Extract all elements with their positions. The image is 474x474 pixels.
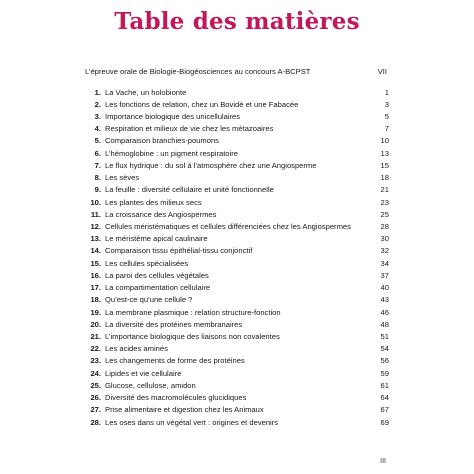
toc-entry[interactable] [85,135,389,147]
toc-entry-label: La membrane plasmique : relation structure-fonction [105,307,281,317]
toc-entry[interactable] [85,220,389,232]
toc-entry[interactable] [85,159,389,171]
toc-entry-label: Lipides et vie cellulaire [105,368,182,378]
toc-entry-label: La croissance des Angiospermes [105,209,217,219]
toc-intro-entry[interactable] [85,67,387,76]
toc-entry-label: Comparaison tissu épithélial-tissu conjonctif [105,246,253,256]
toc-entry-page: 18 [380,173,389,183]
toc-entry-number: 18. [90,295,101,305]
toc-entry-number: 1. [94,87,101,97]
toc-entry[interactable] [85,391,389,403]
toc-entry-page: 67 [380,405,389,415]
toc-entry[interactable] [85,355,389,367]
toc-entry[interactable] [85,233,389,245]
toc-entry[interactable] [85,172,389,184]
toc-entry-number: 27. [90,405,101,415]
toc-entry-number: 5. [94,136,101,146]
toc-entry-page: 25 [380,209,389,219]
toc-entry-number: 21. [90,331,101,341]
toc-entry-page: 61 [380,380,389,390]
toc-entry-label: Cellules méristématiques et cellules différenciées chez les Angiospermes [105,222,351,232]
toc-entry-page: 46 [380,307,389,317]
toc-entry-label: L’importance biologique des liaisons non covalentes [105,331,280,341]
toc-entry-label: Le flux hydrique : du sol à l’atmosphère chez une Angiosperme [105,160,317,170]
toc-entry-number: 6. [94,148,101,158]
toc-entry-label: Comparaison branchies-poumons [105,136,219,146]
toc-entry-page: 30 [380,234,389,244]
toc-entry-number: 9. [94,185,101,195]
toc-entry-label: Les cellules spécialisées [105,258,189,268]
toc-entry[interactable] [85,379,389,391]
toc-entry-number: 10. [90,197,101,207]
toc-entry[interactable] [85,294,389,306]
toc-entry-number: 15. [90,258,101,268]
toc-entry-number: 13. [90,234,101,244]
toc-entry-number: 12. [90,222,101,232]
toc-entry-label: La paroi des cellules végétales [105,270,209,280]
toc-entry-number: 2. [94,99,101,109]
toc-entry-label: Respiration et milieux de vie chez les métazoaires [105,124,274,134]
toc-entry-page: 64 [380,393,389,403]
toc-entry-page: 15 [380,160,389,170]
toc-entry-label: Les acides aminés [105,344,168,354]
toc-entry[interactable] [85,98,389,110]
toc-entry-number: 20. [90,319,101,329]
toc-entry-number: 25. [90,380,101,390]
toc-entry-number: 23. [90,356,101,366]
toc-entry-label: Importance biologique des unicellulaires [105,112,241,122]
toc-entry[interactable] [85,367,389,379]
toc-entry-page: 7 [384,124,389,134]
toc-entry-page: 28 [380,222,389,232]
toc-entry-page: 59 [380,368,389,378]
toc-entry-page: 21 [380,185,389,195]
toc-entry-page: 40 [380,283,389,293]
toc-entry[interactable] [85,147,389,159]
toc-entry[interactable] [85,282,389,294]
toc-entry-number: 14. [90,246,101,256]
toc-entry-label: Les oses dans un végétal vert : origines et devenirs [105,417,279,427]
toc-entry-page: 43 [380,295,389,305]
toc-entry[interactable] [85,318,389,330]
toc-entry-number: 26. [90,393,101,403]
page-folio: III [380,458,386,465]
toc-entry-label: La feuille : diversité cellulaire et unité fonctionnelle [105,185,274,195]
toc-entry-label: Les fonctions de relation, chez un Bovidé et une Fabacée [105,99,299,109]
toc-entry-label: L’hémoglobine : un pigment respiratoire [105,148,238,158]
toc-entry[interactable] [85,330,389,342]
toc-entry[interactable] [85,123,389,135]
toc-entry-label: La compartimentation cellulaire [105,283,211,293]
toc-entry-label: La Vache, un holobionte [105,87,187,97]
toc-entry-number: 22. [90,344,101,354]
toc-entry-page: 32 [380,246,389,256]
toc-entry[interactable] [85,208,389,220]
toc-entry[interactable] [85,306,389,318]
toc-entry[interactable] [85,416,389,428]
toc-entry-label: La diversité des protéines membranaires [105,319,243,329]
toc-entry-page: 23 [380,197,389,207]
toc-entry-label: Les plantes des milieux secs [105,197,202,207]
toc-entry-page: 48 [380,319,389,329]
page-title: Table des matières [114,8,360,35]
toc-entry-page: 69 [380,417,389,427]
toc-entry-number: 11. [90,209,101,219]
toc-entry-number: 7. [94,160,101,170]
toc-entry-page: 56 [380,356,389,366]
toc-intro-label: L’épreuve orale de Biologie-Biogéosciences au concours A-BCPST [85,67,311,76]
toc-entry-number: 28. [90,417,101,427]
toc-entry-label: Glucose, cellulose, amidon [105,380,196,390]
toc-entry-label: Les sèves [105,173,140,183]
toc-entry-page: 13 [380,148,389,158]
toc-entry-label: Le méristème apical caulinaire [105,234,208,244]
toc-entry-number: 3. [94,112,101,122]
toc-entry-page: 1 [384,87,389,97]
toc-entry-label: Prise alimentaire et digestion chez les Animaux [105,405,264,415]
toc-entry-number: 17. [90,283,101,293]
toc-entry-page: 34 [380,258,389,268]
toc-entry-number: 4. [94,124,101,134]
toc-entry-label: Qu’est-ce qu’une cellule ? [105,295,193,305]
toc-intro-page: VII [377,67,387,76]
table-of-contents [85,86,389,428]
toc-entry[interactable] [85,196,389,208]
toc-entry-page: 5 [384,112,389,122]
toc-entry[interactable] [85,269,389,281]
toc-entry-page: 51 [380,331,389,341]
toc-entry-number: 19. [90,307,101,317]
toc-entry[interactable] [85,343,389,355]
toc-entry[interactable] [85,245,389,257]
toc-entry[interactable] [85,257,389,269]
toc-entry[interactable] [85,404,389,416]
toc-entry-number: 8. [94,173,101,183]
toc-entry[interactable] [85,86,389,98]
toc-entry-label: Les changements de forme des protéines [105,356,245,366]
toc-entry-page: 37 [380,270,389,280]
toc-entry-number: 24. [90,368,101,378]
toc-entry-page: 3 [384,99,389,109]
toc-entry-page: 54 [380,344,389,354]
toc-entry-page: 10 [380,136,389,146]
toc-entry-label: Diversité des macromolécules glucidiques [105,393,247,403]
toc-entry[interactable] [85,184,389,196]
toc-entry-number: 16. [90,270,101,280]
toc-entry[interactable] [85,110,389,122]
